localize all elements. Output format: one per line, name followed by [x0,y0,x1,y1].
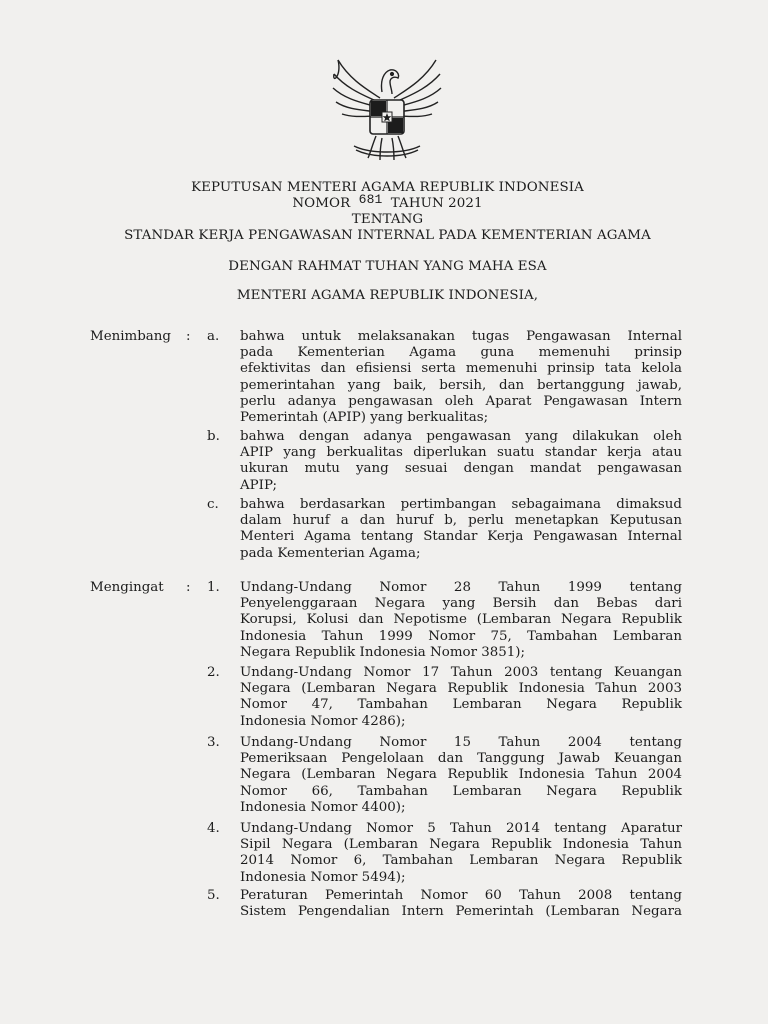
item-marker: 5. [207,888,220,903]
item-marker: 3. [207,735,220,750]
text-line: Nomor 47, Tambahan Lembaran Negara Republik [240,697,682,713]
text-line: Indonesia Nomor 4286); [240,713,406,729]
section-label: Mengingat [90,580,164,595]
text-line: pada Kementerian Agama guna memenuhi prinsip [240,345,682,361]
text-line: Sipil Negara (Lembaran Negara Republik Indonesia Tahun [240,837,682,853]
text-line: bahwa berdasarkan pertimbangan sebagaimana dimaksud [240,497,682,512]
text-line: Negara Republik Indonesia Nomor 3851); [240,644,526,660]
section-label: Menimbang [90,329,171,344]
text-line: APIP; [240,477,278,493]
item-text [240,329,682,426]
garuda-emblem-icon [328,50,446,164]
decree-number-line [60,192,715,212]
text-line: efektivitas dan efisiensi serta memenuhi prinsip tata kelola [240,361,682,377]
text-line: Indonesia Nomor 4400); [240,799,406,815]
decree-title: KEPUTUSAN MENTERI AGAMA REPUBLIK INDONESIA [191,180,584,195]
text-line: dalam huruf a dan huruf b, perlu menetapkan Keputusan [240,513,682,529]
text-line: Negara (Lembaran Negara Republik Indonesia Tahun 2003 [240,681,682,697]
nomor-label: NOMOR [292,196,351,211]
text-line: Undang-Undang Nomor 5 Tahun 2014 tentang Aparatur [240,821,682,836]
item-text [240,665,682,730]
item-text [240,497,682,562]
text-line: perlu adanya pengawasan oleh Aparat Pengawasan Intern [240,393,682,409]
text-line: Penyelenggaraan Negara yang Bersih dan Bebas dari [240,596,682,612]
text-line: APIP yang berkualitas diperlukan suatu standar kerja atau [240,445,682,461]
text-line: 2014 Nomor 6, Tambahan Lembaran Negara Republik [240,853,682,869]
text-line: bahwa untuk melaksanakan tugas Pengawasan Internal [240,329,682,344]
text-line: ukuran mutu yang sesuai dengan mandat pengawasan [240,461,682,477]
text-line: Peraturan Pemerintah Nomor 60 Tahun 2008 tentang [240,888,682,903]
text-line: pemerintahan yang baik, bersih, dan bertanggung jawab, [240,377,682,393]
text-line: Korupsi, Kolusi dan Nepotisme (Lembaran Negara Republik [240,612,682,628]
item-marker: 4. [207,821,220,836]
text-line: Negara (Lembaran Negara Republik Indonesia Tahun 2004 [240,767,682,783]
item-marker: b. [207,429,220,444]
item-marker: 1. [207,580,220,595]
decree-subject: STANDAR KERJA PENGAWASAN INTERNAL PADA KEMENTERIAN AGAMA [124,228,651,243]
text-line: Indonesia Tahun 1999 Nomor 75, Tambahan Lembaran [240,628,682,644]
tentang-label: TENTANG [351,212,424,227]
text-line: Pemerintah (APIP) yang berkualitas; [240,410,489,426]
official-title: MENTERI AGAMA REPUBLIK INDONESIA, [236,288,539,303]
text-line: Indonesia Nomor 5494); [240,869,406,885]
tahun-label: TAHUN 2021 [390,196,483,211]
item-marker: 2. [207,665,220,680]
text-line: bahwa dengan adanya pengawasan yang dilakukan oleh [240,429,682,444]
text-line: Nomor 66, Tambahan Lembaran Negara Republik [240,783,682,799]
item-text [240,821,682,886]
text-line: Sistem Pengendalian Intern Pemerintah (Lembaran Negara [240,904,682,920]
text-line: Undang-Undang Nomor 15 Tahun 2004 tentang [240,735,682,750]
item-marker: c. [207,497,219,512]
nomor-value: 681 [358,192,383,207]
text-line: pada Kementerian Agama; [240,545,421,561]
item-text [240,429,682,494]
text-line: Undang-Undang Nomor 28 Tahun 1999 tentang [240,580,682,595]
section-colon: : [186,580,191,595]
item-marker: a. [207,329,220,344]
invocation: DENGAN RAHMAT TUHAN YANG MAHA ESA [228,259,547,274]
text-line: Undang-Undang Nomor 17 Tahun 2003 tentang Keuangan [240,665,682,680]
text-line: Menteri Agama tentang Standar Kerja Pengawasan Internal [240,529,682,545]
text-line: Pemeriksaan Pengelolaan dan Tanggung Jawab Keuangan [240,751,682,767]
item-text [240,735,682,816]
item-text [240,580,682,661]
section-colon: : [186,329,191,344]
item-text [240,888,682,920]
